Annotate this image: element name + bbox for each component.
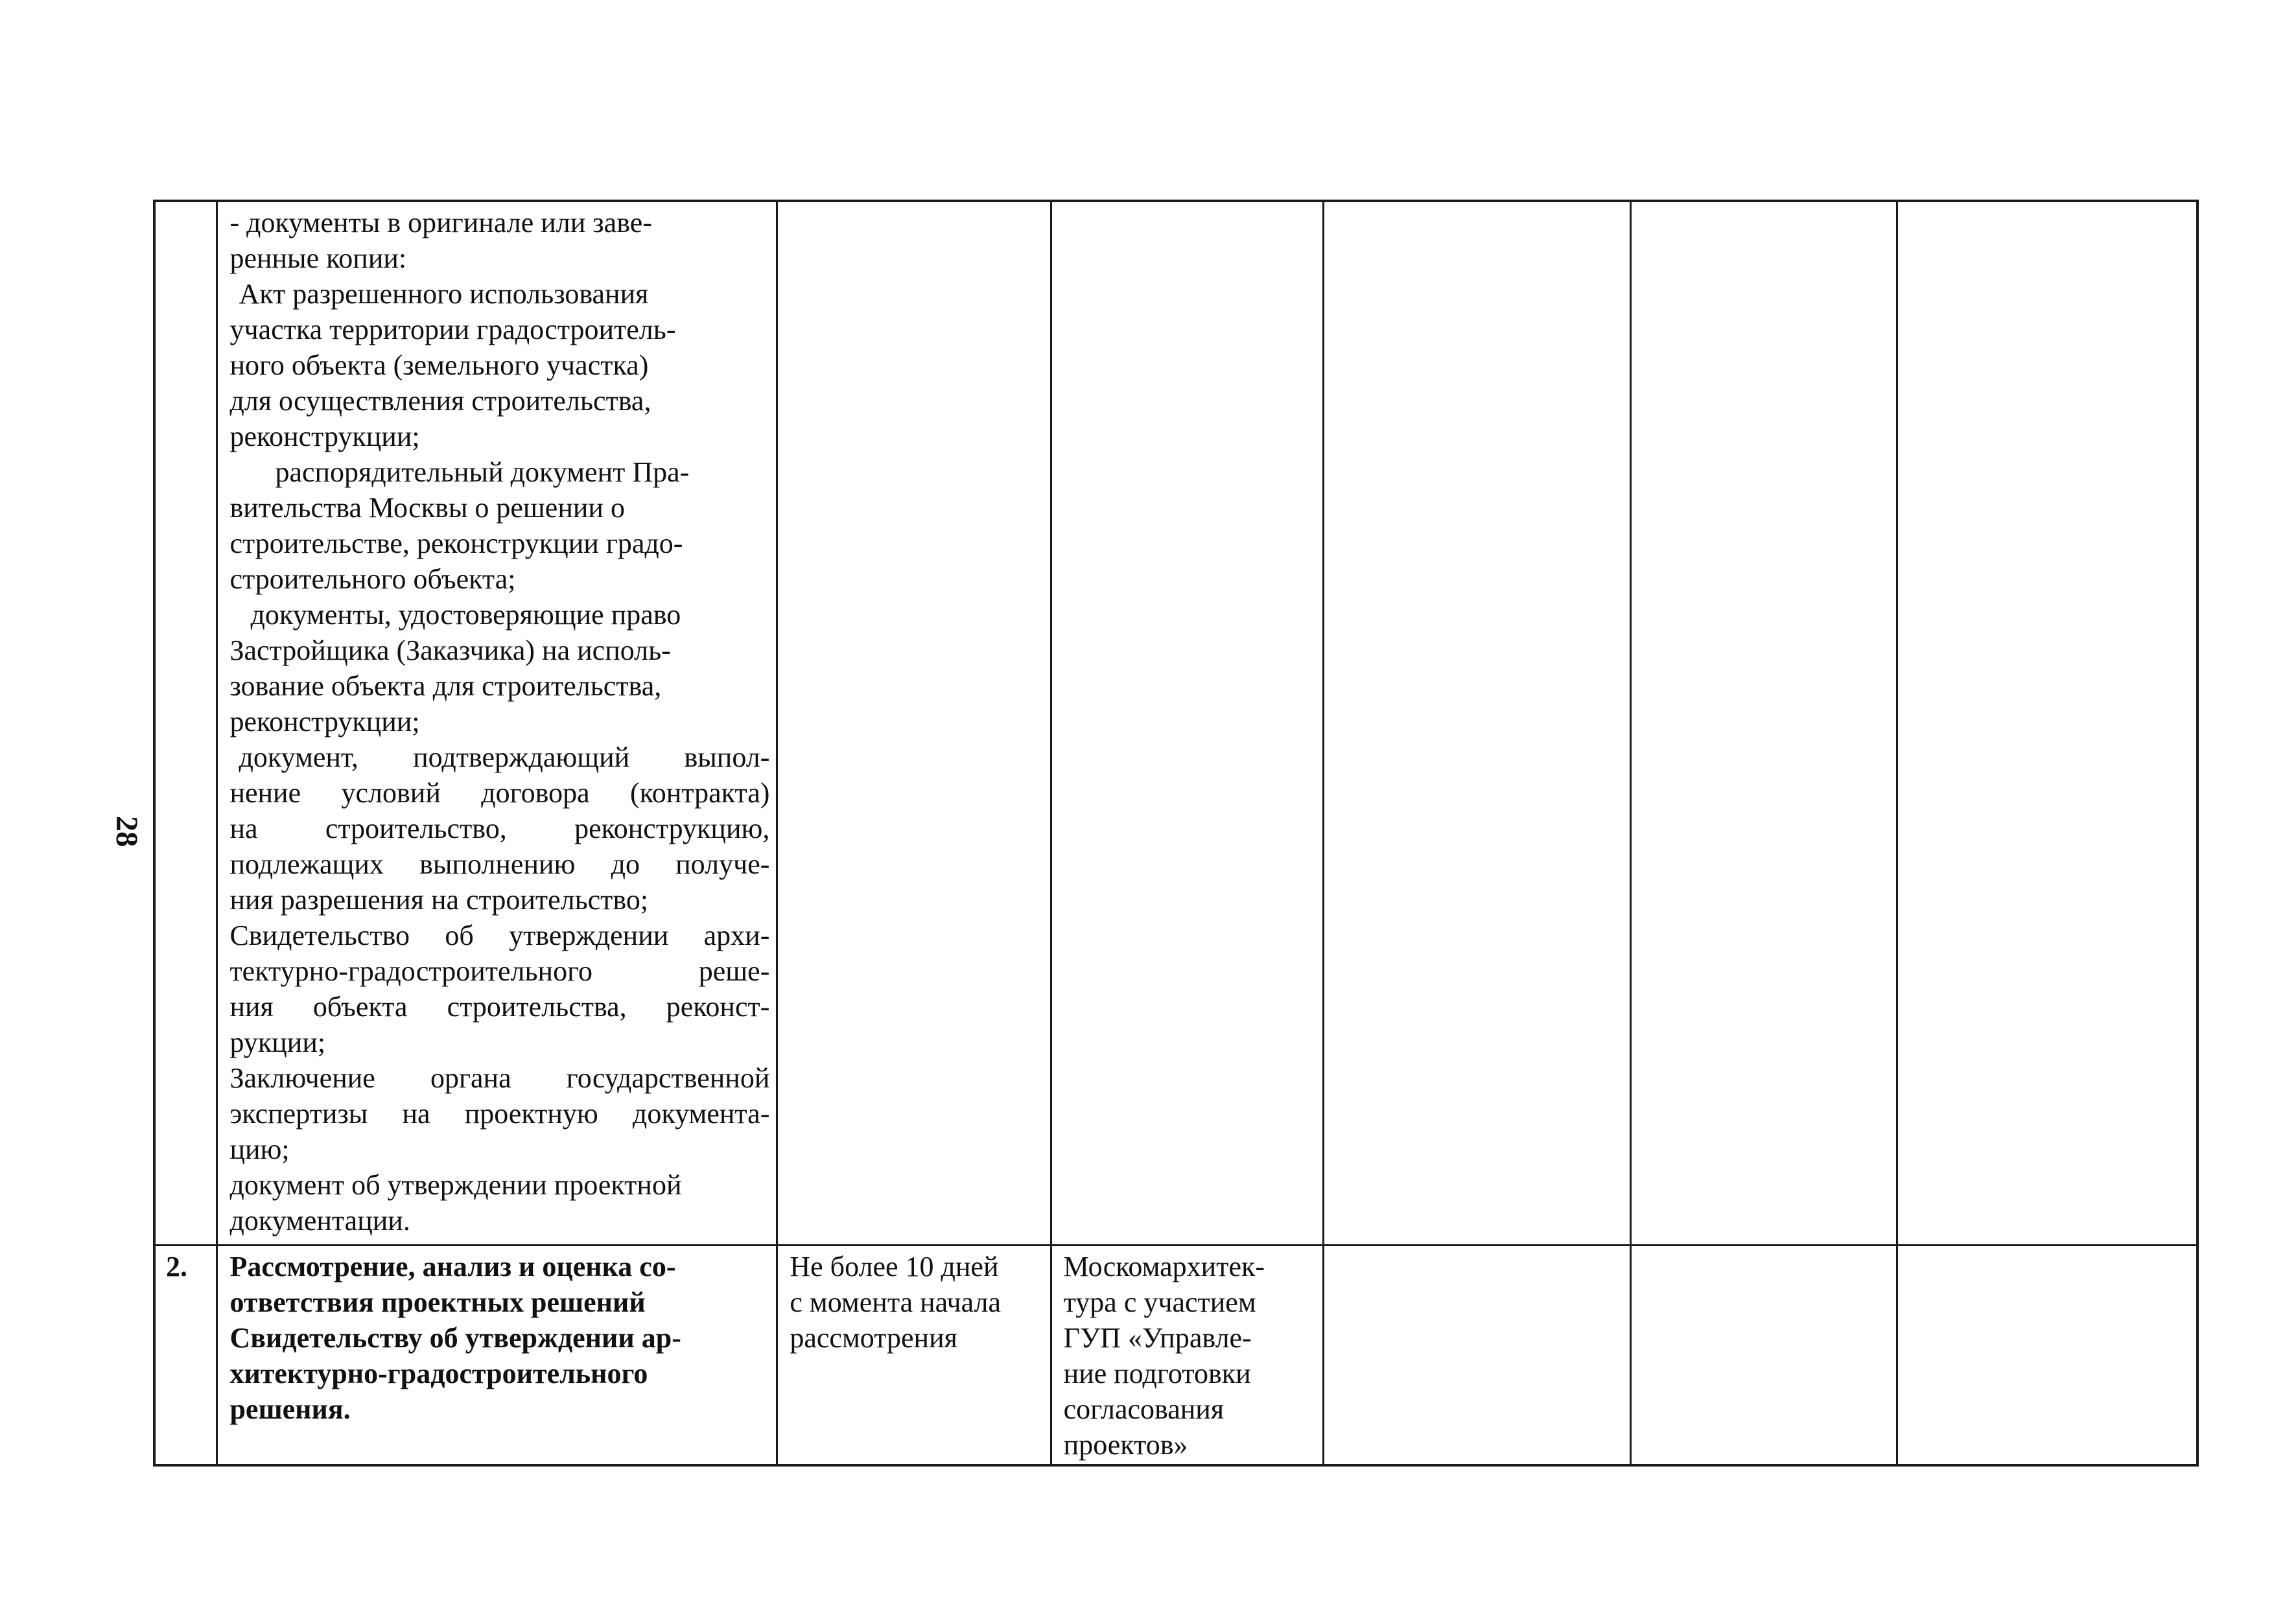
description-line: зование объекта для строительства,: [229, 670, 662, 702]
term-cell: [777, 1246, 1051, 1466]
description-line: Рассмотрение, анализ и оценка со-: [229, 1251, 676, 1282]
term-line: рассмотрения: [790, 1322, 957, 1354]
term-cell: [777, 201, 1051, 1246]
table-row: [154, 201, 2197, 1246]
executor-line: тура с участием: [1063, 1286, 1256, 1318]
description-line: Заключение органа государственной: [229, 1062, 770, 1094]
description-line: ния разрешения на строительство;: [229, 884, 649, 916]
description-line: Застройщика (Заказчика) на исполь-: [229, 634, 671, 666]
page-number: 28: [110, 816, 144, 847]
executor-cell: [1051, 201, 1323, 1246]
description-line: цию;: [229, 1133, 290, 1165]
empty-cell: [1630, 201, 1897, 1246]
executor-line: проектов»: [1063, 1429, 1188, 1461]
description-line: ренные копии:: [229, 242, 407, 274]
row-number-cell: 2.: [154, 1246, 217, 1466]
executor-cell: [1051, 1246, 1323, 1466]
description-line: распорядительный документ Пра-: [275, 456, 690, 488]
description-cell: [217, 201, 777, 1246]
description-line: ния объекта строительства, реконст-: [229, 991, 770, 1023]
description-line: документы, удостоверяющие право: [250, 599, 681, 631]
description-line: строительного объекта;: [229, 563, 516, 595]
description-line: Свидетельство об утверждении архи-: [229, 920, 770, 951]
term-line: Не более 10 дней: [790, 1251, 999, 1282]
description-line: реконструкции;: [229, 421, 420, 452]
empty-cell: [1323, 201, 1630, 1246]
description-line: тектурно-градостроительного реше-: [229, 955, 770, 987]
procedure-table: [153, 200, 2199, 1467]
description-cell: [217, 1246, 777, 1466]
description-line: Акт разрешенного использования: [239, 278, 649, 310]
description-line: на строительство, реконструкцию,: [229, 813, 770, 844]
description-line: подлежащих выполнению до получе-: [229, 848, 770, 880]
description-line: строительстве, реконструкции градо-: [229, 528, 683, 559]
empty-cell: [1323, 1246, 1630, 1466]
description-line: документ об утверждении проектной: [229, 1169, 682, 1201]
description-line: рукции;: [229, 1027, 326, 1058]
empty-cell: [1897, 1246, 2197, 1466]
empty-cell: [1897, 201, 2197, 1246]
description-line: хитектурно-градостроительного: [229, 1358, 648, 1389]
description-line: Свидетельству об утверждении ар-: [229, 1322, 681, 1354]
description-line: участка территории градостроитель-: [229, 314, 676, 345]
executor-line: ГУП «Управле-: [1063, 1322, 1252, 1354]
description-line: экспертизы на проектную документа-: [229, 1098, 770, 1130]
description-line: ного объекта (земельного участка): [229, 349, 649, 381]
row-number-cell: [154, 201, 217, 1246]
description-line: ответствия проектных решений: [229, 1286, 646, 1318]
description-line: документ, подтверждающий выпол-: [239, 741, 770, 773]
description-line: нение условий договора (контракта): [229, 777, 770, 809]
executor-line: Москомархитек-: [1063, 1251, 1265, 1282]
description-line: реконструкции;: [229, 706, 420, 737]
executor-line: согласования: [1063, 1393, 1225, 1425]
term-line: с момента начала: [790, 1286, 1001, 1318]
description-line: документации.: [229, 1205, 410, 1236]
executor-line: ние подготовки: [1063, 1358, 1251, 1389]
description-line: для осуществления строительства,: [229, 385, 651, 417]
description-line: - документы в оригинале или заве-: [229, 207, 652, 238]
document-table-wrapper: [153, 200, 2199, 1467]
table-row: [154, 1246, 2197, 1466]
empty-cell: [1630, 1246, 1897, 1466]
description-line: вительства Москвы о решении о: [229, 492, 625, 524]
description-line: решения.: [229, 1393, 351, 1425]
